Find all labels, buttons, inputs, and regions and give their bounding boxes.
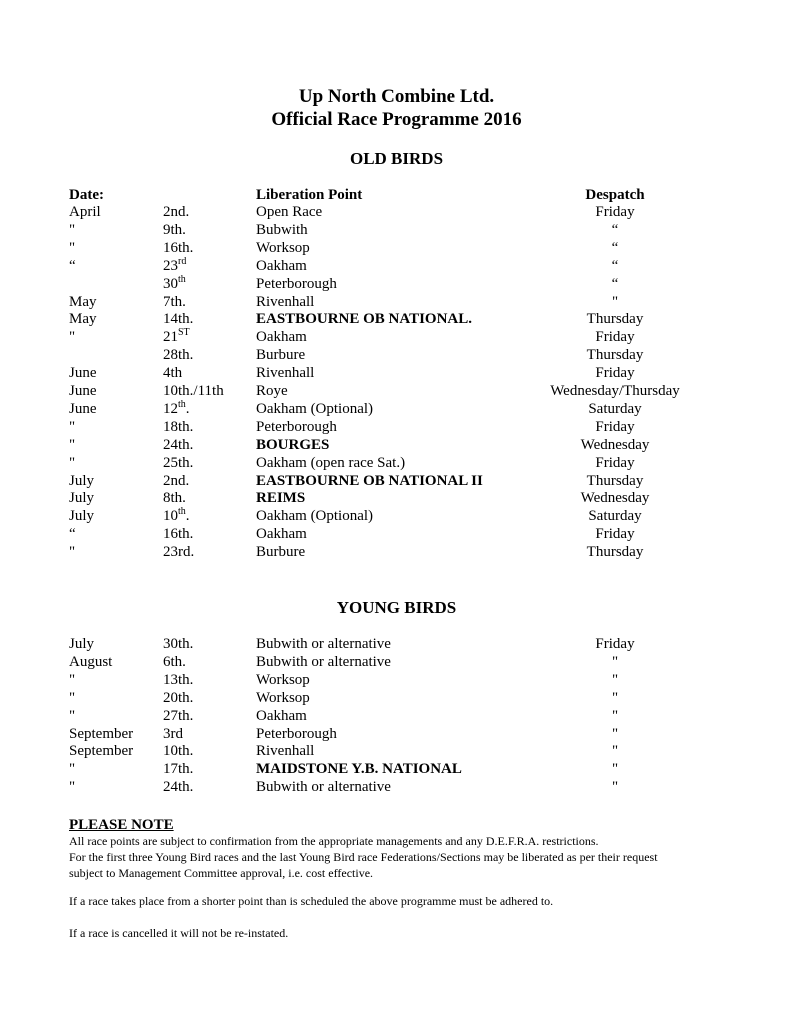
table-row: April 2nd. Open Race Friday <box>69 204 635 220</box>
table-row: “ 16th. Oakham Friday <box>69 526 635 543</box>
table-row: " 9th. Bubwith “ <box>69 221 619 238</box>
row-month: July <box>69 636 95 652</box>
row-day: 9th. <box>163 221 186 238</box>
table-row: " 24th. BOURGES Wednesday <box>69 436 650 453</box>
row-liberation-point: Peterborough <box>256 725 337 742</box>
table-row: " 23rd. Burbure Thursday <box>69 544 644 561</box>
table-row: " 27th. Oakham " <box>69 707 619 724</box>
row-liberation-point: Bubwith <box>256 221 308 238</box>
row-liberation-point: Oakham (Optional) <box>256 400 374 417</box>
row-day: 12th. <box>163 398 190 417</box>
day-ordinal-suffix: th <box>178 506 186 518</box>
row-liberation-point: Burbure <box>256 347 306 364</box>
note-line: If a race is cancelled it will not be re-instated. <box>69 926 289 940</box>
table-row: May 14th. EASTBOURNE OB NATIONAL. Thursday <box>69 311 644 328</box>
table-row: " 20th. Worksop " <box>69 689 619 706</box>
table-row: May 7th. Rivenhall " <box>69 293 619 310</box>
row-day: 10th. <box>163 743 194 760</box>
row-liberation-point: Worksop <box>256 671 310 688</box>
row-month: " <box>69 544 76 561</box>
row-day: 23rd. <box>163 544 195 561</box>
row-day: 2nd. <box>163 204 190 220</box>
day-ordinal-suffix: th <box>178 273 186 285</box>
row-liberation-point: Peterborough <box>256 418 337 435</box>
liberation-header: Liberation Point <box>256 187 363 203</box>
row-liberation-point: REIMS <box>256 490 306 507</box>
row-day: 4th <box>163 365 183 382</box>
row-day: 18th. <box>163 418 194 435</box>
row-month: “ <box>69 257 76 274</box>
table-row: June 4th Rivenhall Friday <box>69 365 635 382</box>
row-day: 24th. <box>163 779 194 796</box>
row-month: April <box>69 204 101 220</box>
row-day: 14th. <box>163 311 194 328</box>
row-liberation-point: EASTBOURNE OB NATIONAL II <box>256 472 483 489</box>
row-liberation-point: Rivenhall <box>256 743 315 760</box>
row-day: 30th. <box>163 636 194 652</box>
note-line: subject to Management Committee approval, i.e. cost effective. <box>69 866 374 880</box>
row-day: 6th. <box>163 653 186 670</box>
row-month: " <box>69 239 76 256</box>
row-day: 10th./11th <box>163 383 224 399</box>
table-row: 28th. Burbure Thursday <box>163 347 644 364</box>
row-month: September <box>69 725 134 742</box>
row-day: 30th <box>163 273 186 292</box>
row-day: 25th. <box>163 454 194 471</box>
row-month: August <box>69 653 113 670</box>
row-liberation-point: Open Race <box>256 204 323 220</box>
row-liberation-point: Peterborough <box>256 275 337 292</box>
table-row: September 10th. Rivenhall " <box>69 743 619 760</box>
page-title-line2: Official Race Programme 2016 <box>271 109 522 130</box>
row-month: September <box>69 743 134 760</box>
row-liberation-point: Oakham <box>256 526 307 543</box>
row-day: 3rd <box>163 725 183 742</box>
old-birds-heading: OLD BIRDS <box>349 149 444 168</box>
row-day: 13th. <box>163 671 194 688</box>
row-liberation-point: BOURGES <box>256 436 330 453</box>
table-row: July 30th. Bubwith or alternative Friday <box>69 636 635 652</box>
row-liberation-point: Oakham <box>256 257 307 274</box>
table-row: June 12th. Oakham (Optional) Saturday <box>69 398 642 417</box>
row-month: “ <box>69 526 76 543</box>
table-row: " 16th. Worksop “ <box>69 239 619 256</box>
row-liberation-point: Bubwith or alternative <box>256 636 391 652</box>
note-line: For the first three Young Bird races and the last Young Bird race Federations/Sections may be liberated as per their request <box>69 850 658 864</box>
row-month: July <box>69 472 95 489</box>
row-day: 7th. <box>163 293 186 310</box>
row-liberation-point: Oakham (open race Sat.) <box>256 454 406 471</box>
row-month: July <box>69 508 95 525</box>
row-month: June <box>69 383 97 399</box>
row-liberation-point: EASTBOURNE OB NATIONAL. <box>256 311 473 328</box>
day-ordinal-suffix: ST <box>178 327 190 339</box>
row-month: " <box>69 454 76 471</box>
row-liberation-point: Rivenhall <box>256 293 315 310</box>
row-day: 16th. <box>163 239 194 256</box>
row-day: 28th. <box>163 347 194 364</box>
row-month: " <box>69 761 76 778</box>
table-header: Date: Liberation Point Despatch <box>69 187 645 203</box>
table-row: " 21ST Oakham Friday <box>69 327 635 346</box>
row-day: 27th. <box>163 707 194 724</box>
row-month: " <box>69 221 76 238</box>
table-row: June 10th./11th Roye Wednesday/Thursday <box>69 383 680 399</box>
row-liberation-point: Bubwith or alternative <box>256 653 391 670</box>
row-liberation-point: Bubwith or alternative <box>256 779 391 796</box>
row-month: " <box>69 671 76 688</box>
note-line: If a race takes place from a shorter point than is scheduled the above programme must be adhered to. <box>69 894 554 908</box>
row-liberation-point: Oakham <box>256 707 307 724</box>
day-ordinal-suffix: rd <box>178 255 187 267</box>
table-row: July 10th. Oakham (Optional) Saturday <box>69 506 642 525</box>
table-row: " 24th. Bubwith or alternative " <box>69 779 619 796</box>
table-row: " 25th. Oakham (open race Sat.) Friday <box>69 454 635 471</box>
row-day: 10th. <box>163 506 190 525</box>
row-liberation-point: Roye <box>256 383 288 399</box>
row-day: 24th. <box>163 436 194 453</box>
table-row: " 17th. MAIDSTONE Y.B. NATIONAL " <box>69 761 619 778</box>
date-header: Date: <box>69 187 104 203</box>
row-month: July <box>69 490 95 507</box>
row-day: 20th. <box>163 689 194 706</box>
row-liberation-point: Rivenhall <box>256 365 315 382</box>
row-liberation-point: MAIDSTONE Y.B. NATIONAL <box>256 761 462 778</box>
row-liberation-point: Burbure <box>256 544 306 561</box>
table-row: July 8th. REIMS Wednesday <box>69 490 650 507</box>
row-month: " <box>69 418 76 435</box>
row-month: June <box>69 365 97 382</box>
row-month: " <box>69 707 76 724</box>
row-day: 23rd <box>163 255 187 274</box>
row-liberation-point: Oakham <box>256 329 307 346</box>
row-month: June <box>69 400 97 417</box>
row-liberation-point: Worksop <box>256 689 310 706</box>
page-title-line1: Up North Combine Ltd. <box>298 86 495 107</box>
row-liberation-point: Worksop <box>256 239 310 256</box>
row-day: 17th. <box>163 761 194 778</box>
table-row: August 6th. Bubwith or alternative " <box>69 653 619 670</box>
notes-heading: PLEASE NOTE <box>69 817 174 833</box>
table-row: " 13th. Worksop " <box>69 671 619 688</box>
table-row: " 18th. Peterborough Friday <box>69 418 635 435</box>
table-row: “ 23rd Oakham “ <box>69 255 619 274</box>
row-month: May <box>69 311 97 328</box>
row-month: " <box>69 689 76 706</box>
row-day: 2nd. <box>163 472 190 489</box>
row-day: 16th. <box>163 526 194 543</box>
row-month: " <box>69 779 76 796</box>
row-month: " <box>69 329 76 346</box>
table-row: July 2nd. EASTBOURNE OB NATIONAL II Thursday <box>69 472 644 489</box>
row-month: May <box>69 293 97 310</box>
note-line: All race points are subject to confirmation from the appropriate managements and any D.E.F.R.A. restrictions. <box>69 834 599 848</box>
row-liberation-point: Oakham (Optional) <box>256 508 374 525</box>
young-birds-heading: YOUNG BIRDS <box>336 598 457 617</box>
day-ordinal-suffix: th <box>178 398 186 410</box>
row-day: 8th. <box>163 490 186 507</box>
row-day: 21ST <box>163 327 190 346</box>
table-row: September 3rd Peterborough " <box>69 725 619 742</box>
table-row: 30th Peterborough “ <box>163 273 619 292</box>
row-month: " <box>69 436 76 453</box>
